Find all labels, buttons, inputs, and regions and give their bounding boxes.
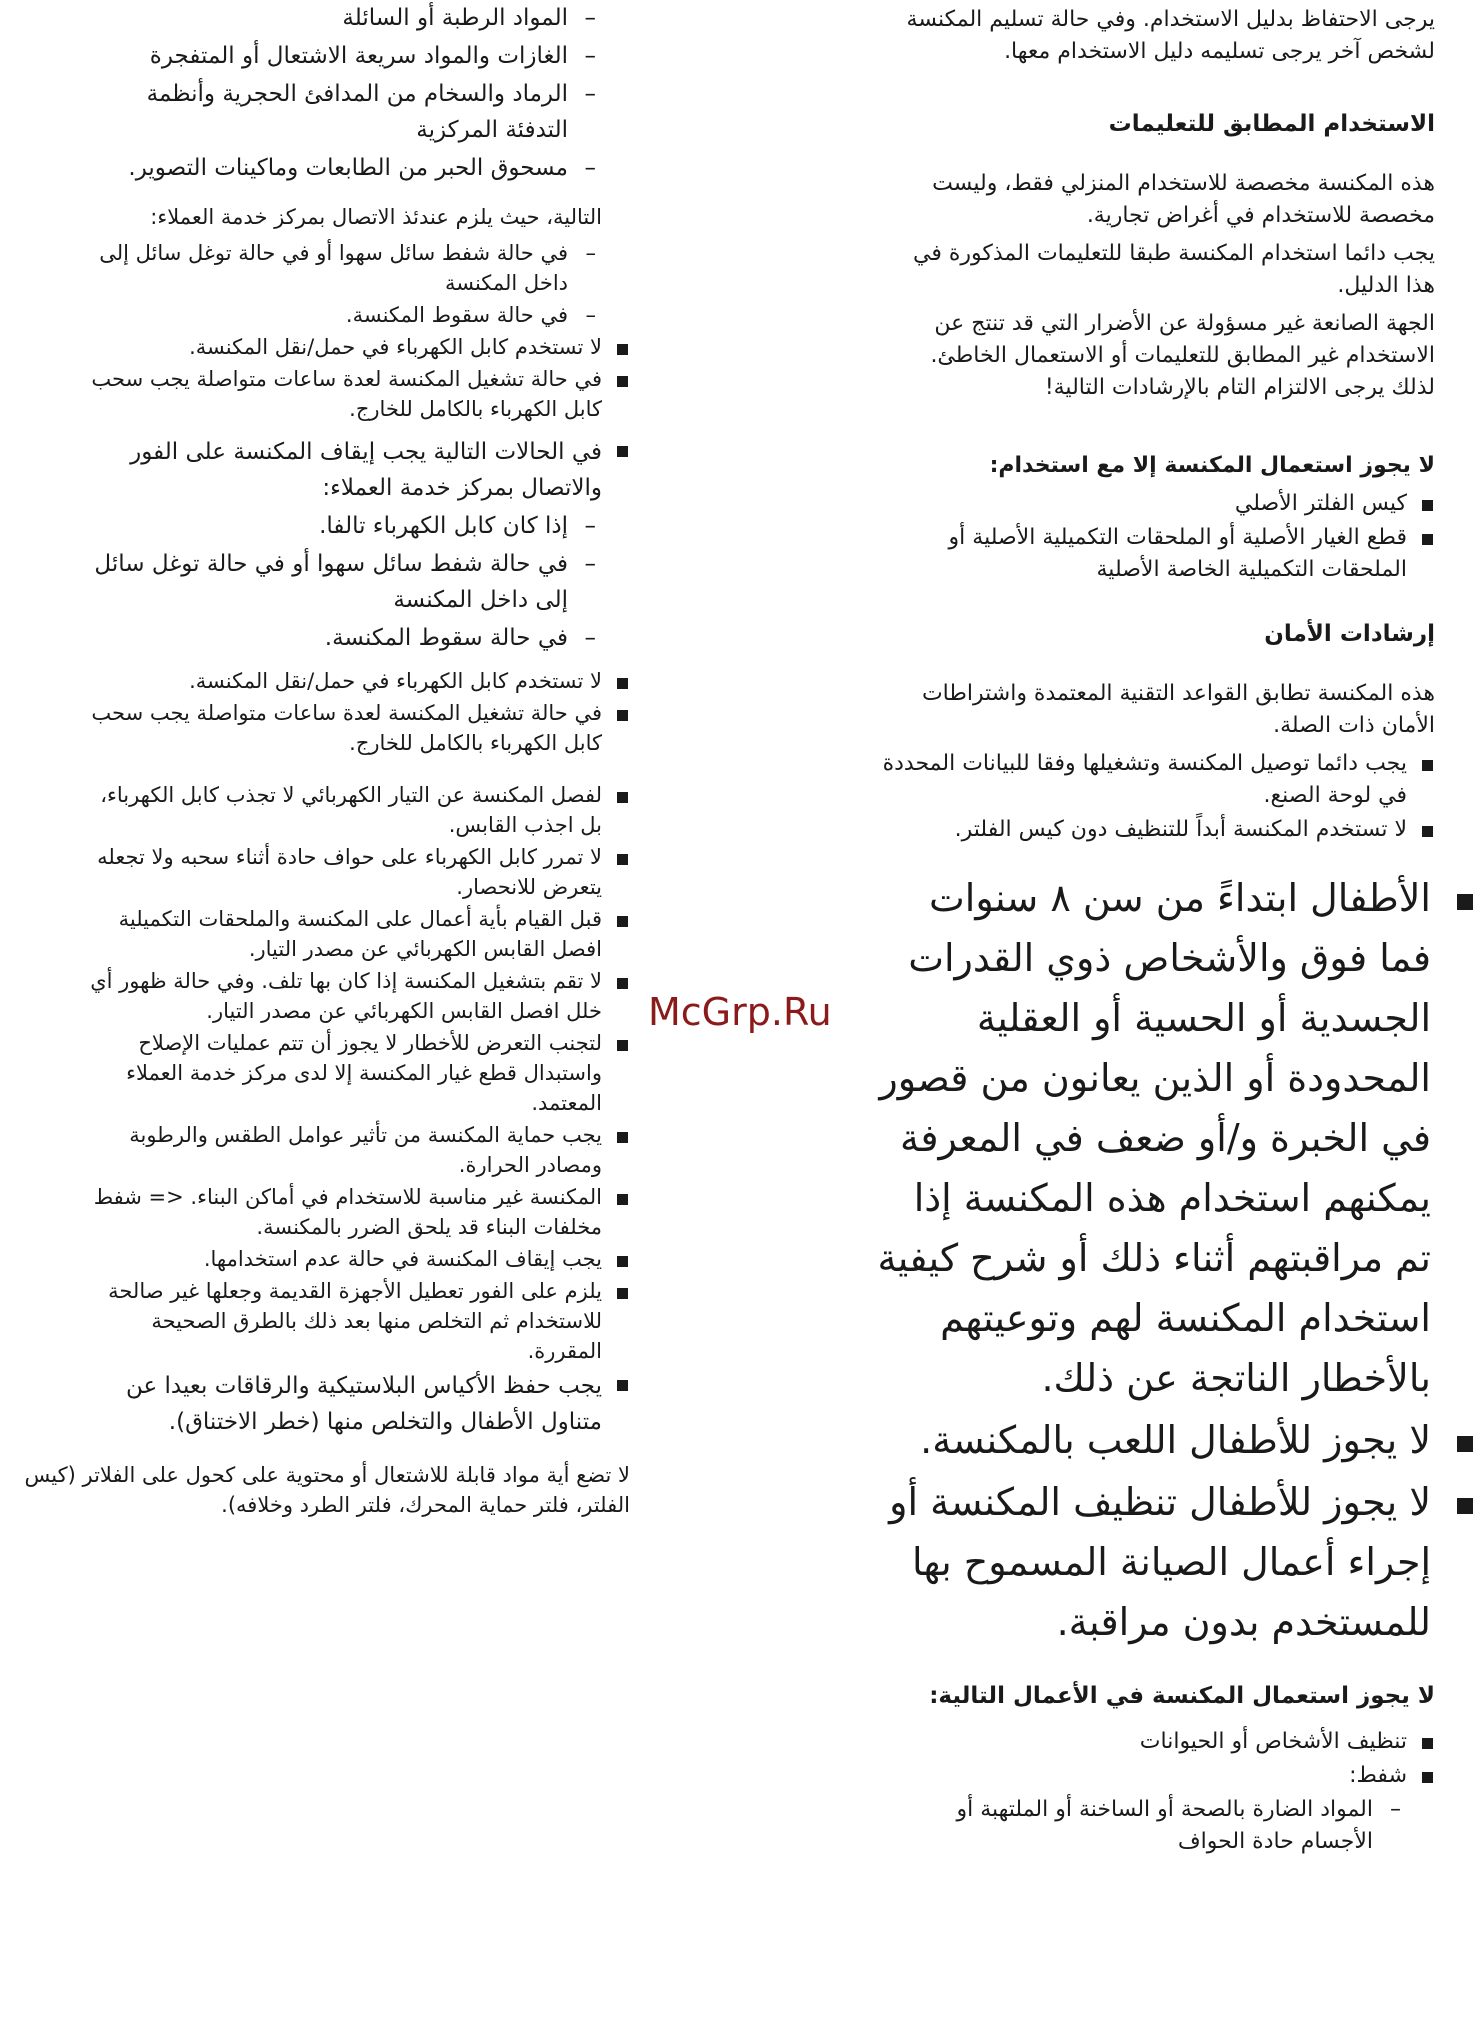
list-item: شفط: xyxy=(880,1760,1435,1792)
list-item: – الرماد والسخام من المدافئ الحجرية وأنظمة التدفئة المركزية xyxy=(90,76,602,148)
usage-paragraph-2: يجب دائما استخدام المكنسة طبقا للتعليمات المذكورة في هذا الدليل. xyxy=(913,241,1435,298)
list-item: – المواد الرطبة أو السائلة xyxy=(90,0,602,36)
only-with-list xyxy=(880,488,1435,586)
more-safety-list xyxy=(90,780,630,1366)
safety-paragraph: هذه المكنسة تطابق القواعد التقنية المعتمدة واشتراطات الأمان ذات الصلة. xyxy=(921,681,1435,738)
list-item: كيس الفلتر الأصلي xyxy=(880,488,1435,520)
list-item: – إذا كان كابل الكهرباء تالفا. xyxy=(90,508,602,544)
watermark-text: McGrp.Ru xyxy=(648,990,832,1034)
list-item: تنظيف الأشخاص أو الحيوانات xyxy=(880,1726,1435,1758)
list-item: – الغازات والمواد سريعة الاشتعال أو المتفجرة xyxy=(90,38,602,74)
list-item: يجب دائما توصيل المكنسة وتشغيلها وفقا للبيانات المحددة في لوحة الصنع. xyxy=(880,748,1435,812)
only-with-intro: لا يجوز استعمال المكنسة إلا مع استخدام: xyxy=(989,453,1435,478)
list-item: لا تمرر كابل الكهرباء على حواف حادة أثناء سحبه ولا تجعله يتعرض للانحصار. xyxy=(90,842,630,902)
list-item: الأطفال ابتداءً من سن ٨ سنوات فما فوق والأشخاص ذوي القدرات الجسدية أو الحسية أو العقلية المحدودة أو الذين يعانون من قصور في الخبرة و/أو ضعف في المعرفة يمكنهم استخدام هذه المكنسة إذا تم مراقبتهم أثناء ذلك أو شرح كيفية استخدام المكنسة لهم وتوعيتهم بالأخطار الناتجة عن ذلك. xyxy=(875,868,1475,1408)
cable-list-a xyxy=(90,332,630,424)
list-item: – مسحوق الحبر من الطابعات وماكينات التصوير. xyxy=(90,150,602,186)
not-allowed-list xyxy=(880,1726,1435,1792)
list-item: يجب حماية المكنسة من تأثير عوامل الطقس والرطوبة ومصادر الحرارة. xyxy=(90,1120,630,1180)
right-column xyxy=(877,0,1435,1860)
list-item: – في حالة سقوط المكنسة. xyxy=(90,620,602,656)
list-item: قطع الغيار الأصلية أو الملحقات التكميلية الأصلية أو الملحقات التكميلية الخاصة الأصلية xyxy=(880,522,1435,586)
following-dash-list xyxy=(90,238,602,330)
list-item: – في حالة شفط سائل سهوا أو في حالة توغل سائل إلى داخل المكنسة xyxy=(90,546,602,618)
footer-note: لا تضع أية مواد قابلة للاشتعال أو محتوية على كحول على الفلاتر (كيس الفلتر، فلتر حماية المحرك، فلتر الطرد وخلافه). xyxy=(24,1463,630,1517)
children-warning-list xyxy=(875,868,1475,1652)
left-column xyxy=(24,0,630,1526)
top-dash-list xyxy=(90,0,602,186)
list-item: يجب إيقاف المكنسة في حالة عدم استخدامها. xyxy=(90,1244,630,1274)
list-item: لا يجوز للأطفال اللعب بالمكنسة. xyxy=(875,1410,1475,1470)
list-item: – المواد الضارة بالصحة أو الساخنة أو الملتهبة أو الأجسام حادة الحواف xyxy=(880,1794,1407,1858)
stop-dash-list xyxy=(90,508,602,656)
list-item: لا تستخدم المكنسة أبداً للتنظيف دون كيس الفلتر. xyxy=(880,814,1435,846)
heading-safety: إرشادات الأمان xyxy=(1264,621,1435,647)
list-item: – في حالة شفط سائل سهوا أو في حالة توغل سائل إلى داخل المكنسة xyxy=(90,238,602,298)
list-item: لتجنب التعرض للأخطار لا يجوز أن تتم عمليات الإصلاح واستبدال قطع غيار المكنسة إلا لدى مركز خدمة العملاء المعتمد. xyxy=(90,1028,630,1118)
list-item: في الحالات التالية يجب إيقاف المكنسة على الفور والاتصال بمركز خدمة العملاء: xyxy=(90,434,630,506)
list-item: لا تستخدم كابل الكهرباء في حمل/نقل المكنسة. xyxy=(90,332,630,362)
heading-not-allowed: لا يجوز استعمال المكنسة في الأعمال التالية: xyxy=(929,1683,1435,1709)
list-item: لا يجوز للأطفال تنظيف المكنسة أو إجراء أعمال الصيانة المسموح بها للمستخدم بدون مراقبة. xyxy=(875,1472,1475,1652)
heading-intended-use: الاستخدام المطابق للتعليمات xyxy=(1108,111,1435,137)
safety-list xyxy=(880,748,1435,846)
usage-paragraph-1: هذه المكنسة مخصصة للاستخدام المنزلي فقط، وليست مخصصة للاستخدام في أغراض تجارية. xyxy=(932,171,1435,228)
list-item: في حالة تشغيل المكنسة لعدة ساعات متواصلة يجب سحب كابل الكهرباء بالكامل للخارج. xyxy=(90,364,630,424)
bags-list xyxy=(90,1368,630,1440)
list-item: المكنسة غير مناسبة للاستخدام في أماكن البناء. <= شفط مخلفات البناء قد يلحق الضرر بالمكنسة. xyxy=(90,1182,630,1242)
list-item: لفصل المكنسة عن التيار الكهربائي لا تجذب كابل الكهرباء، بل اجذب القابس. xyxy=(90,780,630,840)
not-allowed-sublist xyxy=(880,1794,1407,1858)
cable-list-b xyxy=(90,666,630,758)
intro-paragraph: يرجى الاحتفاظ بدليل الاستخدام. وفي حالة تسليم المكنسة لشخص آخر يرجى تسليمه دليل الاستخدام معها. xyxy=(906,7,1435,64)
list-item: لا تستخدم كابل الكهرباء في حمل/نقل المكنسة. xyxy=(90,666,630,696)
stop-list xyxy=(90,434,630,506)
following-intro: التالية، حيث يلزم عندئذ الاتصال بمركز خدمة العملاء: xyxy=(150,205,602,229)
list-item: يجب حفظ الأكياس البلاستيكية والرقاقات بعيدا عن متناول الأطفال والتخلص منها (خطر الاختناق). xyxy=(90,1368,630,1440)
list-item: – في حالة سقوط المكنسة. xyxy=(90,300,602,330)
list-item: لا تقم بتشغيل المكنسة إذا كان بها تلف. وفي حالة ظهور أي خلل افصل القابس الكهربائي عن مصدر التيار. xyxy=(90,966,630,1026)
list-item: في حالة تشغيل المكنسة لعدة ساعات متواصلة يجب سحب كابل الكهرباء بالكامل للخارج. xyxy=(90,698,630,758)
usage-paragraph-3: الجهة الصانعة غير مسؤولة عن الأضرار التي قد تنتج عن الاستخدام غير المطابق للتعليمات أو الاستعمال الخاطئ. لذلك يرجى الالتزام التام بالإرشادات التالية! xyxy=(930,311,1435,400)
list-item: قبل القيام بأية أعمال على المكنسة والملحقات التكميلية افصل القابس الكهربائي عن مصدر التيار. xyxy=(90,904,630,964)
list-item: يلزم على الفور تعطيل الأجهزة القديمة وجعلها غير صالحة للاستخدام ثم التخلص منها بعد ذلك بالطرق الصحيحة المقررة. xyxy=(90,1276,630,1366)
